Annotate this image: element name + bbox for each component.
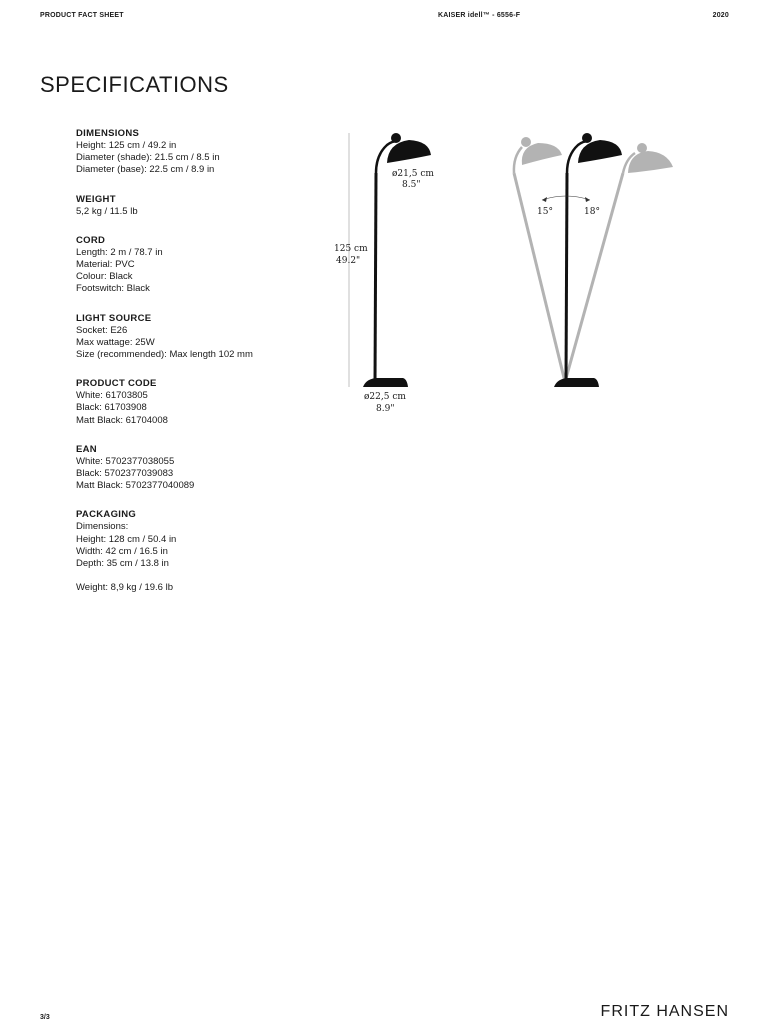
spec-line: Size (recommended): Max length 102 mm [76,349,253,361]
lamp-shade [387,140,431,163]
spec-line: Diameter (shade): 21.5 cm / 8.5 in [76,152,220,164]
header-year: 2020 [712,12,729,19]
height-cm: 125 cm [334,244,368,254]
spec-line: White: 61703805 [76,390,148,402]
lamp-shade-knob [582,133,592,143]
ghost-lamp-left-stem [514,173,565,382]
lamp-dimensioned-illustration [334,133,434,414]
spec-line: 5,2 kg / 11.5 lb [76,205,138,217]
spec-line: Weight: 8,9 kg / 19.6 lb [76,582,173,594]
spec-line: Length: 2 m / 78.7 in [76,246,163,258]
spec-line: Black: 61703908 [76,402,147,414]
spec-line: Matt Black: 5702377040089 [76,480,195,492]
ghost-lamp-left-neck [514,147,522,173]
spec-line: Height: 128 cm / 50.4 in [76,533,177,545]
lamp-tilt-illustration [514,133,673,387]
section-heading: EAN [76,443,97,455]
ghost-lamp-left-knob [521,137,531,147]
spec-line: Black: 5702377039083 [76,468,174,480]
section-heading: LIGHT SOURCE [76,312,152,324]
lamp-base [363,378,408,387]
ghost-lamp-right-knob [637,143,647,153]
lamp-shade-knob [391,133,401,143]
base-diameter-in: 8.9" [376,404,395,414]
spec-line: Socket: E26 [76,324,128,336]
section-weight [76,194,336,218]
lamp-stem [375,173,376,383]
page-title: SPECIFICATIONS [40,72,229,97]
spec-line: Colour: Black [76,271,133,283]
page-number: 3/3 [40,1014,50,1021]
brand-logo: FRITZ HANSEN [600,1003,729,1020]
ghost-lamp-right-stem [565,173,623,382]
section-heading: CORD [76,234,106,246]
section-packaging [76,509,336,594]
section-heading: PRODUCT CODE [76,378,157,390]
section-light-source [76,313,336,362]
shade-diameter-cm: ø21,5 cm [392,169,434,179]
section-heading: PACKAGING [76,509,137,521]
tilt-angle-left: 15° [537,207,553,217]
section-heading: DIMENSIONS [76,128,140,139]
spec-line: Depth: 35 cm / 13.8 in [76,558,169,570]
spec-line: Footswitch: Black [76,283,150,295]
height-in: 49.2" [336,256,361,266]
section-dimensions [76,128,336,177]
specifications-list [76,128,336,611]
header-doc-type: PRODUCT FACT SHEET [40,12,124,19]
spec-line: White: 5702377038055 [76,455,175,467]
lamp-shade [578,140,622,163]
shade-diameter-in: 8.5" [402,180,421,190]
spec-line: Height: 125 cm / 49.2 in [76,140,177,151]
section-heading: WEIGHT [76,193,116,205]
tilt-angle-right: 18° [584,207,600,217]
lamp-stem [566,173,567,382]
spec-line: Material: PVC [76,259,135,271]
header-product-name: KAISER idell™ - 6556-F [438,12,521,19]
section-product-code [76,378,336,427]
lamp-dimension-diagram [330,125,690,420]
base-diameter-cm: ø22,5 cm [364,392,406,402]
spec-line: Diameter (base): 22.5 cm / 8.9 in [76,164,215,176]
spec-line: Width: 42 cm / 16.5 in [76,545,168,557]
section-cord [76,235,336,296]
section-ean [76,444,336,493]
spec-line: Dimensions: [76,521,129,533]
spec-line: Matt Black: 61704008 [76,414,168,426]
lamp-base [554,378,599,387]
spec-line: Max wattage: 25W [76,336,155,348]
